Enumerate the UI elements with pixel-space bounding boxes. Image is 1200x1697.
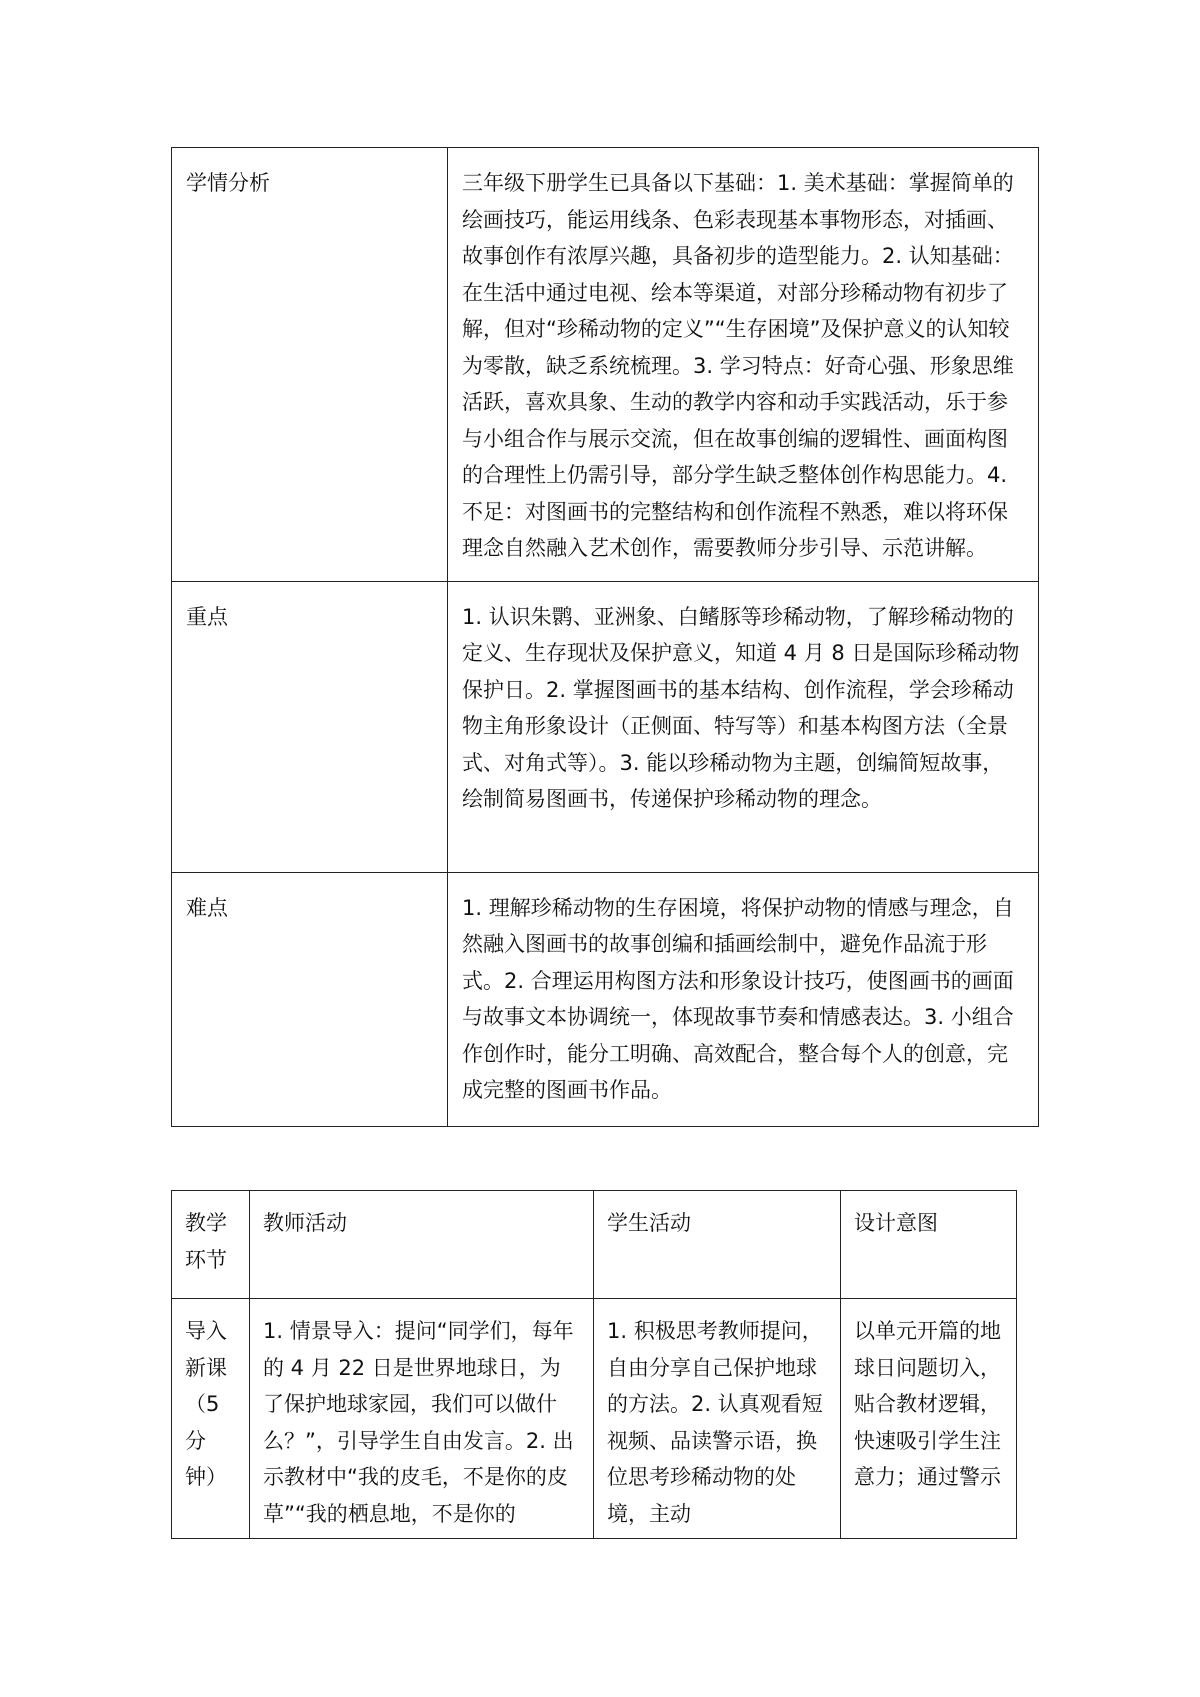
stage-cell [172, 1299, 250, 1539]
header-teacher-activity: 教师活动 [250, 1191, 594, 1299]
analysis-table [171, 147, 1039, 1127]
table-row [172, 872, 1039, 1126]
teacher-activity-text: 1. 情景导入：提问“同学们，每年的 4 月 22 日是世界地球日，为了保护地球家园，我们可以做什么？”，引导学生自由发言。2. 出示教材中“我的皮毛，不是你的皮草”“我的栖息地，不是你的 [263, 1319, 574, 1526]
teaching-process-table [171, 1190, 1017, 1539]
row-content: 1. 认识朱鹮、亚洲象、白鳍豚等珍稀动物，了解珍稀动物的定义、生存现状及保护意义，知道 4 月 8 日是国际珍稀动物保护日。2. 掌握图画书的基本结构、创作流程，学会珍稀动物主角形象设计（正侧面、特写等）和基本构图方法（全景式、对角式等）。3. 能以珍稀动物为主题，创编简短故事，绘制简易图画书，传递保护珍稀动物的理念。 [448, 581, 1039, 872]
header-stage: 教学环节 [172, 1191, 250, 1299]
student-activity-cell [594, 1299, 841, 1539]
table-row [172, 1299, 1017, 1539]
student-activity-text: 1. 积极思考教师提问，自由分享自己保护地球的方法。2. 认真观看短视频、品读警示语，换位思考珍稀动物的处境，主动 [607, 1319, 823, 1526]
table-row [172, 581, 1039, 872]
row-label: 难点 [172, 872, 448, 1126]
row-label: 重点 [172, 581, 448, 872]
row-label: 学情分析 [172, 148, 448, 582]
design-intent-text: 以单元开篇的地球日问题切入，贴合教材逻辑，快速吸引学生注意力；通过警示 [854, 1319, 1001, 1489]
header-design-intent: 设计意图 [841, 1191, 1017, 1299]
teacher-activity-cell [250, 1299, 594, 1539]
stage-text: 导入新课（5 分钟） [185, 1319, 227, 1489]
design-intent-cell [841, 1299, 1017, 1539]
table-row [172, 148, 1039, 582]
row-content: 1. 理解珍稀动物的生存困境，将保护动物的情感与理念，自然融入图画书的故事创编和插画绘制中，避免作品流于形式。2. 合理运用构图方法和形象设计技巧，使图画书的画面与故事文本协调统一，体现故事节奏和情感表达。3. 小组合作创作时，能分工明确、高效配合，整合每个人的创意，完成完整的图画书作品。 [448, 872, 1039, 1126]
row-content: 三年级下册学生已具备以下基础：1. 美术基础：掌握简单的绘画技巧，能运用线条、色彩表现基本事物形态，对插画、故事创作有浓厚兴趣，具备初步的造型能力。2. 认知基础：在生活中通过电视、绘本等渠道，对部分珍稀动物有初步了解，但对“珍稀动物的定义”“生存困境”及保护意义的认知较为零散，缺乏系统梳理。3. 学习特点：好奇心强、形象思维活跃，喜欢具象、生动的教学内容和动手实践活动，乐于参与小组合作与展示交流，但在故事创编的逻辑性、画面构图的合理性上仍需引导，部分学生缺乏整体创作构思能力。4. 不足：对图画书的完整结构和创作流程不熟悉，难以将环保理念自然融入艺术创作，需要教师分步引导、示范讲解。 [448, 148, 1039, 582]
table-header-row [172, 1191, 1017, 1299]
header-student-activity: 学生活动 [594, 1191, 841, 1299]
